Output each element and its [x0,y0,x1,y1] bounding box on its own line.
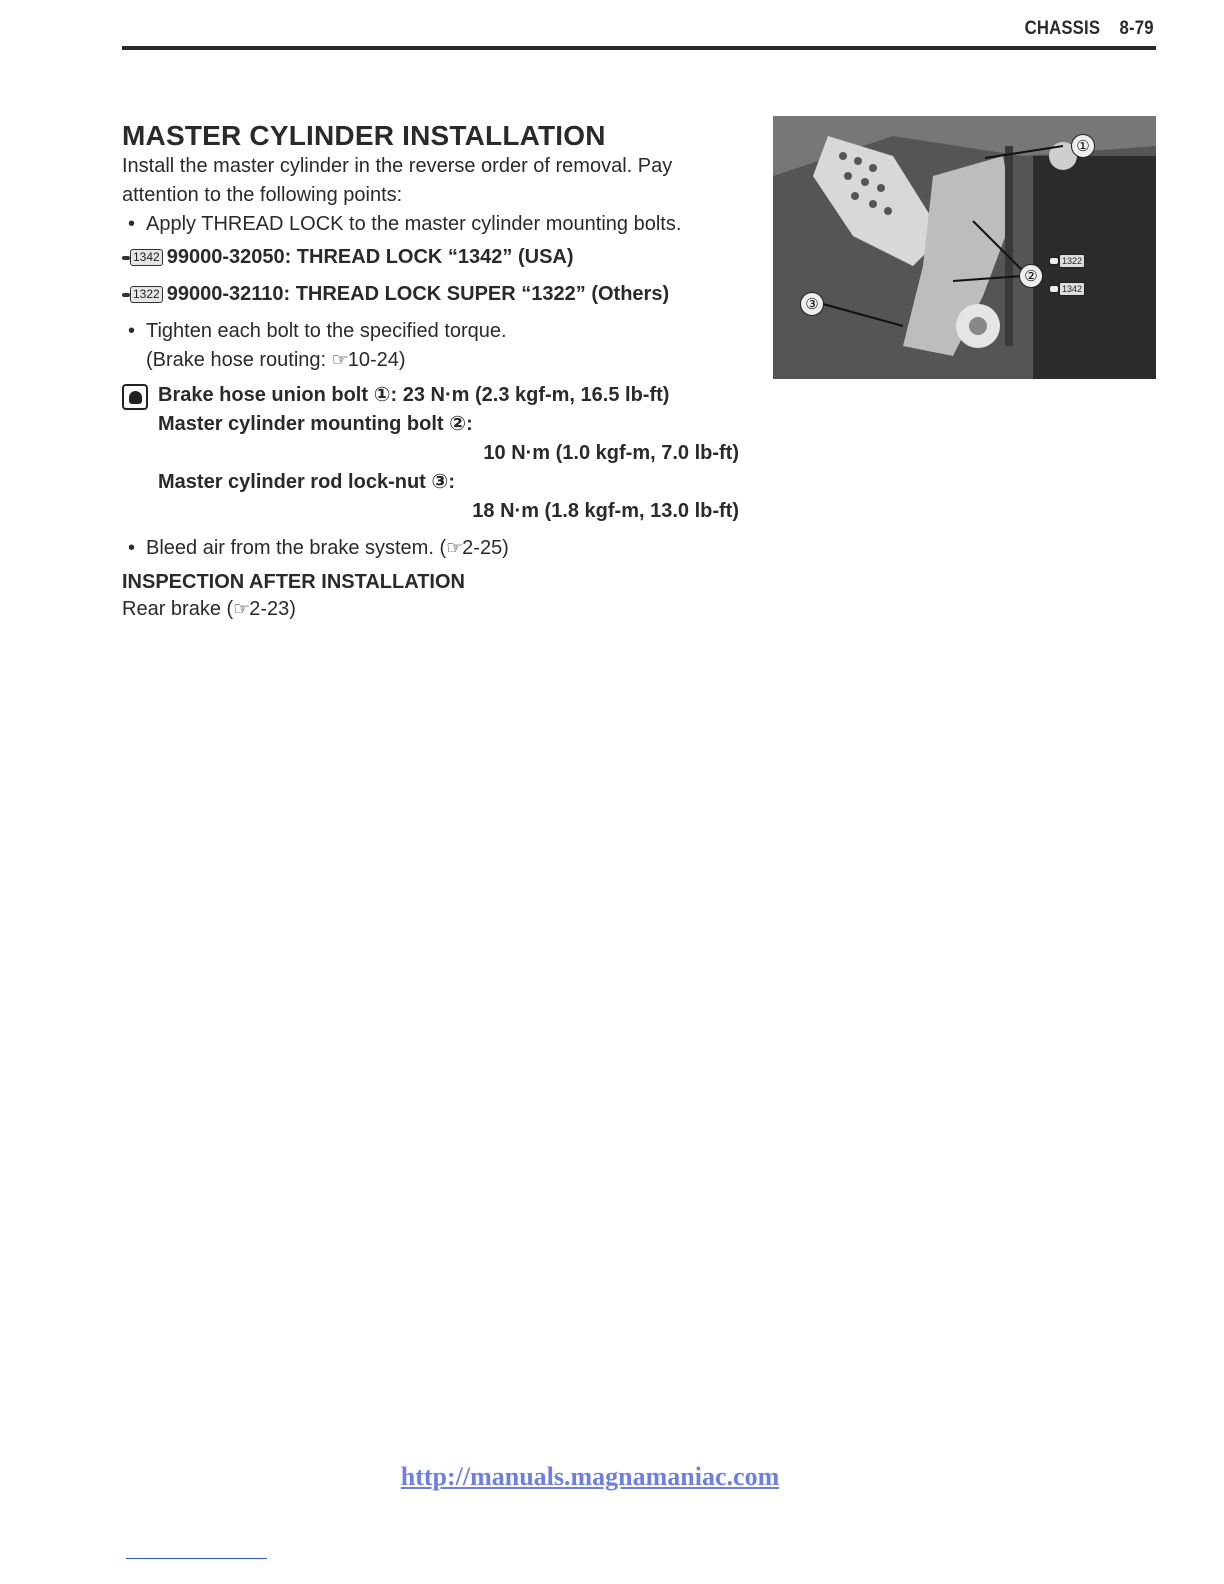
bullet-dot: • [128,320,136,342]
page-header [1025,18,1154,40]
reference-pointer-icon: ☞ [331,350,348,371]
section-name: CHASSIS [1024,18,1101,39]
ref-page[interactable]: 2-23) [249,598,296,620]
intro-text: Install the master cylinder in the reverse order of removal. Pay attention to the following points: [122,155,673,206]
ref-page[interactable]: 10-24) [347,349,406,371]
bullet-text: Apply THREAD LOCK to the master cylinder mounting bolts. [146,213,682,235]
reference-pointer-icon: ☞ [446,538,463,559]
photo-thread-lock-1322 [1049,254,1085,268]
bullet-bleed-air [122,534,747,563]
ref-prefix: (Brake hose routing: [146,349,332,371]
bullet-dot: • [128,537,136,559]
photo-thread-lock-1342 [1049,282,1085,296]
thread-lock-icon [122,286,163,303]
header-rule [122,46,1156,50]
thread-lock-code: 1322 [1059,254,1085,268]
page-number: 8-79 [1119,18,1154,39]
callout-2: ② [1019,264,1043,288]
callout-1: ① [1071,134,1095,158]
bullet-text: Bleed air from the brake system. ( [146,537,447,559]
torque-line-rod-locknut: Master cylinder rod lock-nut ③: [158,471,455,493]
master-cylinder-photo [773,116,1156,379]
ref-page[interactable]: 2-25) [462,537,509,559]
threadlock-text: 99000-32050: THREAD LOCK “1342” (USA) [166,246,574,268]
main-column [122,120,747,624]
footnote-rule [126,1558,267,1559]
section-title: MASTER CYLINDER INSTALLATION [122,120,606,151]
brake-hose-routing-ref [122,346,747,375]
inspection-text: Rear brake ( [122,598,234,620]
reference-pointer-icon: ☞ [233,599,250,620]
bullet-text: Tighten each bolt to the specified torque. [146,320,507,342]
torque-value-mounting-bolt: 10 N·m (1.0 kgf-m, 7.0 lb-ft) [483,442,739,464]
torque-value-rod-locknut: 18 N·m (1.8 kgf-m, 13.0 lb-ft) [472,500,739,522]
callout-3: ③ [800,292,824,316]
inspection-heading: INSPECTION AFTER INSTALLATION [122,571,465,593]
threadlock-line-1322 [122,276,747,313]
threadlock-line-1342 [122,239,747,276]
footer-link[interactable]: http://manuals.magnamaniac.com [400,1462,780,1491]
thread-lock-icon [122,249,163,266]
torque-specs [122,381,747,526]
thread-lock-code: 1342 [1059,282,1085,296]
thread-lock-code: 1322 [130,286,163,303]
torque-line-mounting-bolt: Master cylinder mounting bolt ②: [158,413,473,435]
bullet-dot: • [128,213,136,235]
thread-lock-code: 1342 [130,249,163,266]
torque-line-union-bolt: Brake hose union bolt ①: 23 N·m (2.3 kgf-m, 16.5 lb-ft) [158,384,670,406]
bullet-thread-lock [122,210,747,239]
torque-wrench-icon [122,384,148,410]
bullet-torque [122,317,747,346]
threadlock-text: 99000-32110: THREAD LOCK SUPER “1322” (Others) [166,283,670,305]
inspection-line [122,595,747,624]
photo-illustration [773,116,1156,379]
